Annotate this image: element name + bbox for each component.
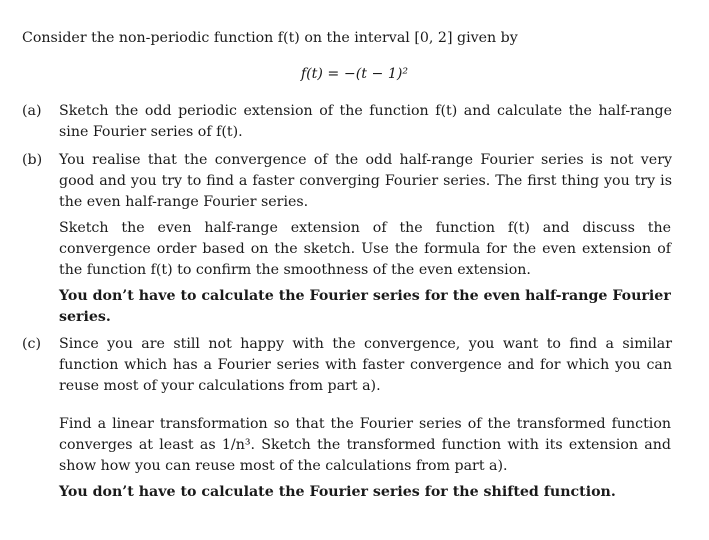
part-b-label: (b) [22, 152, 43, 168]
part-c-label: (c) [22, 336, 42, 352]
function-formula: f(t) = −(t − 1)² [300, 66, 409, 82]
part-c [22, 334, 672, 397]
part-c-text-1: Since you are still not happy with the convergence, you want to find a similar function which has a Fourier series with faster convergence and for which you can reuse most of your calculations from part a). [59, 336, 672, 394]
part-b-text-1: You realise that the convergence of the odd half-range Fourier series is not very good and you try to find a faster converging Fourier series. The first thing you try is the even half-range Fourier series. [59, 152, 672, 210]
part-c-note: You don’t have to calculate the Fourier series for the shifted function. [59, 484, 616, 500]
intro-text: Consider the non-periodic function f(t) on the interval [0, 2] given by [22, 30, 518, 46]
part-b-text-2: Sketch the even half-range extension of the function f(t) and discuss the convergence order based on the sketch. Use the formula for the even extension of the function f(t) to confirm the smoothness of the even extension. [59, 220, 671, 278]
part-c-text-2: Find a linear transformation so that the Fourier series of the transformed function converges at least as 1/n³. Sketch the transformed function with its extension and show how you can reuse most of the calculations from part a). [59, 416, 671, 474]
part-b-note: You don’t have to calculate the Fourier series for the even half-range Fourier series. [59, 288, 671, 325]
part-a-text: Sketch the odd periodic extension of the function f(t) and calculate the half-range sine Fourier series of f(t). [59, 103, 672, 140]
part-a [22, 101, 672, 143]
part-a-label: (a) [22, 103, 42, 119]
part-b [22, 150, 672, 213]
